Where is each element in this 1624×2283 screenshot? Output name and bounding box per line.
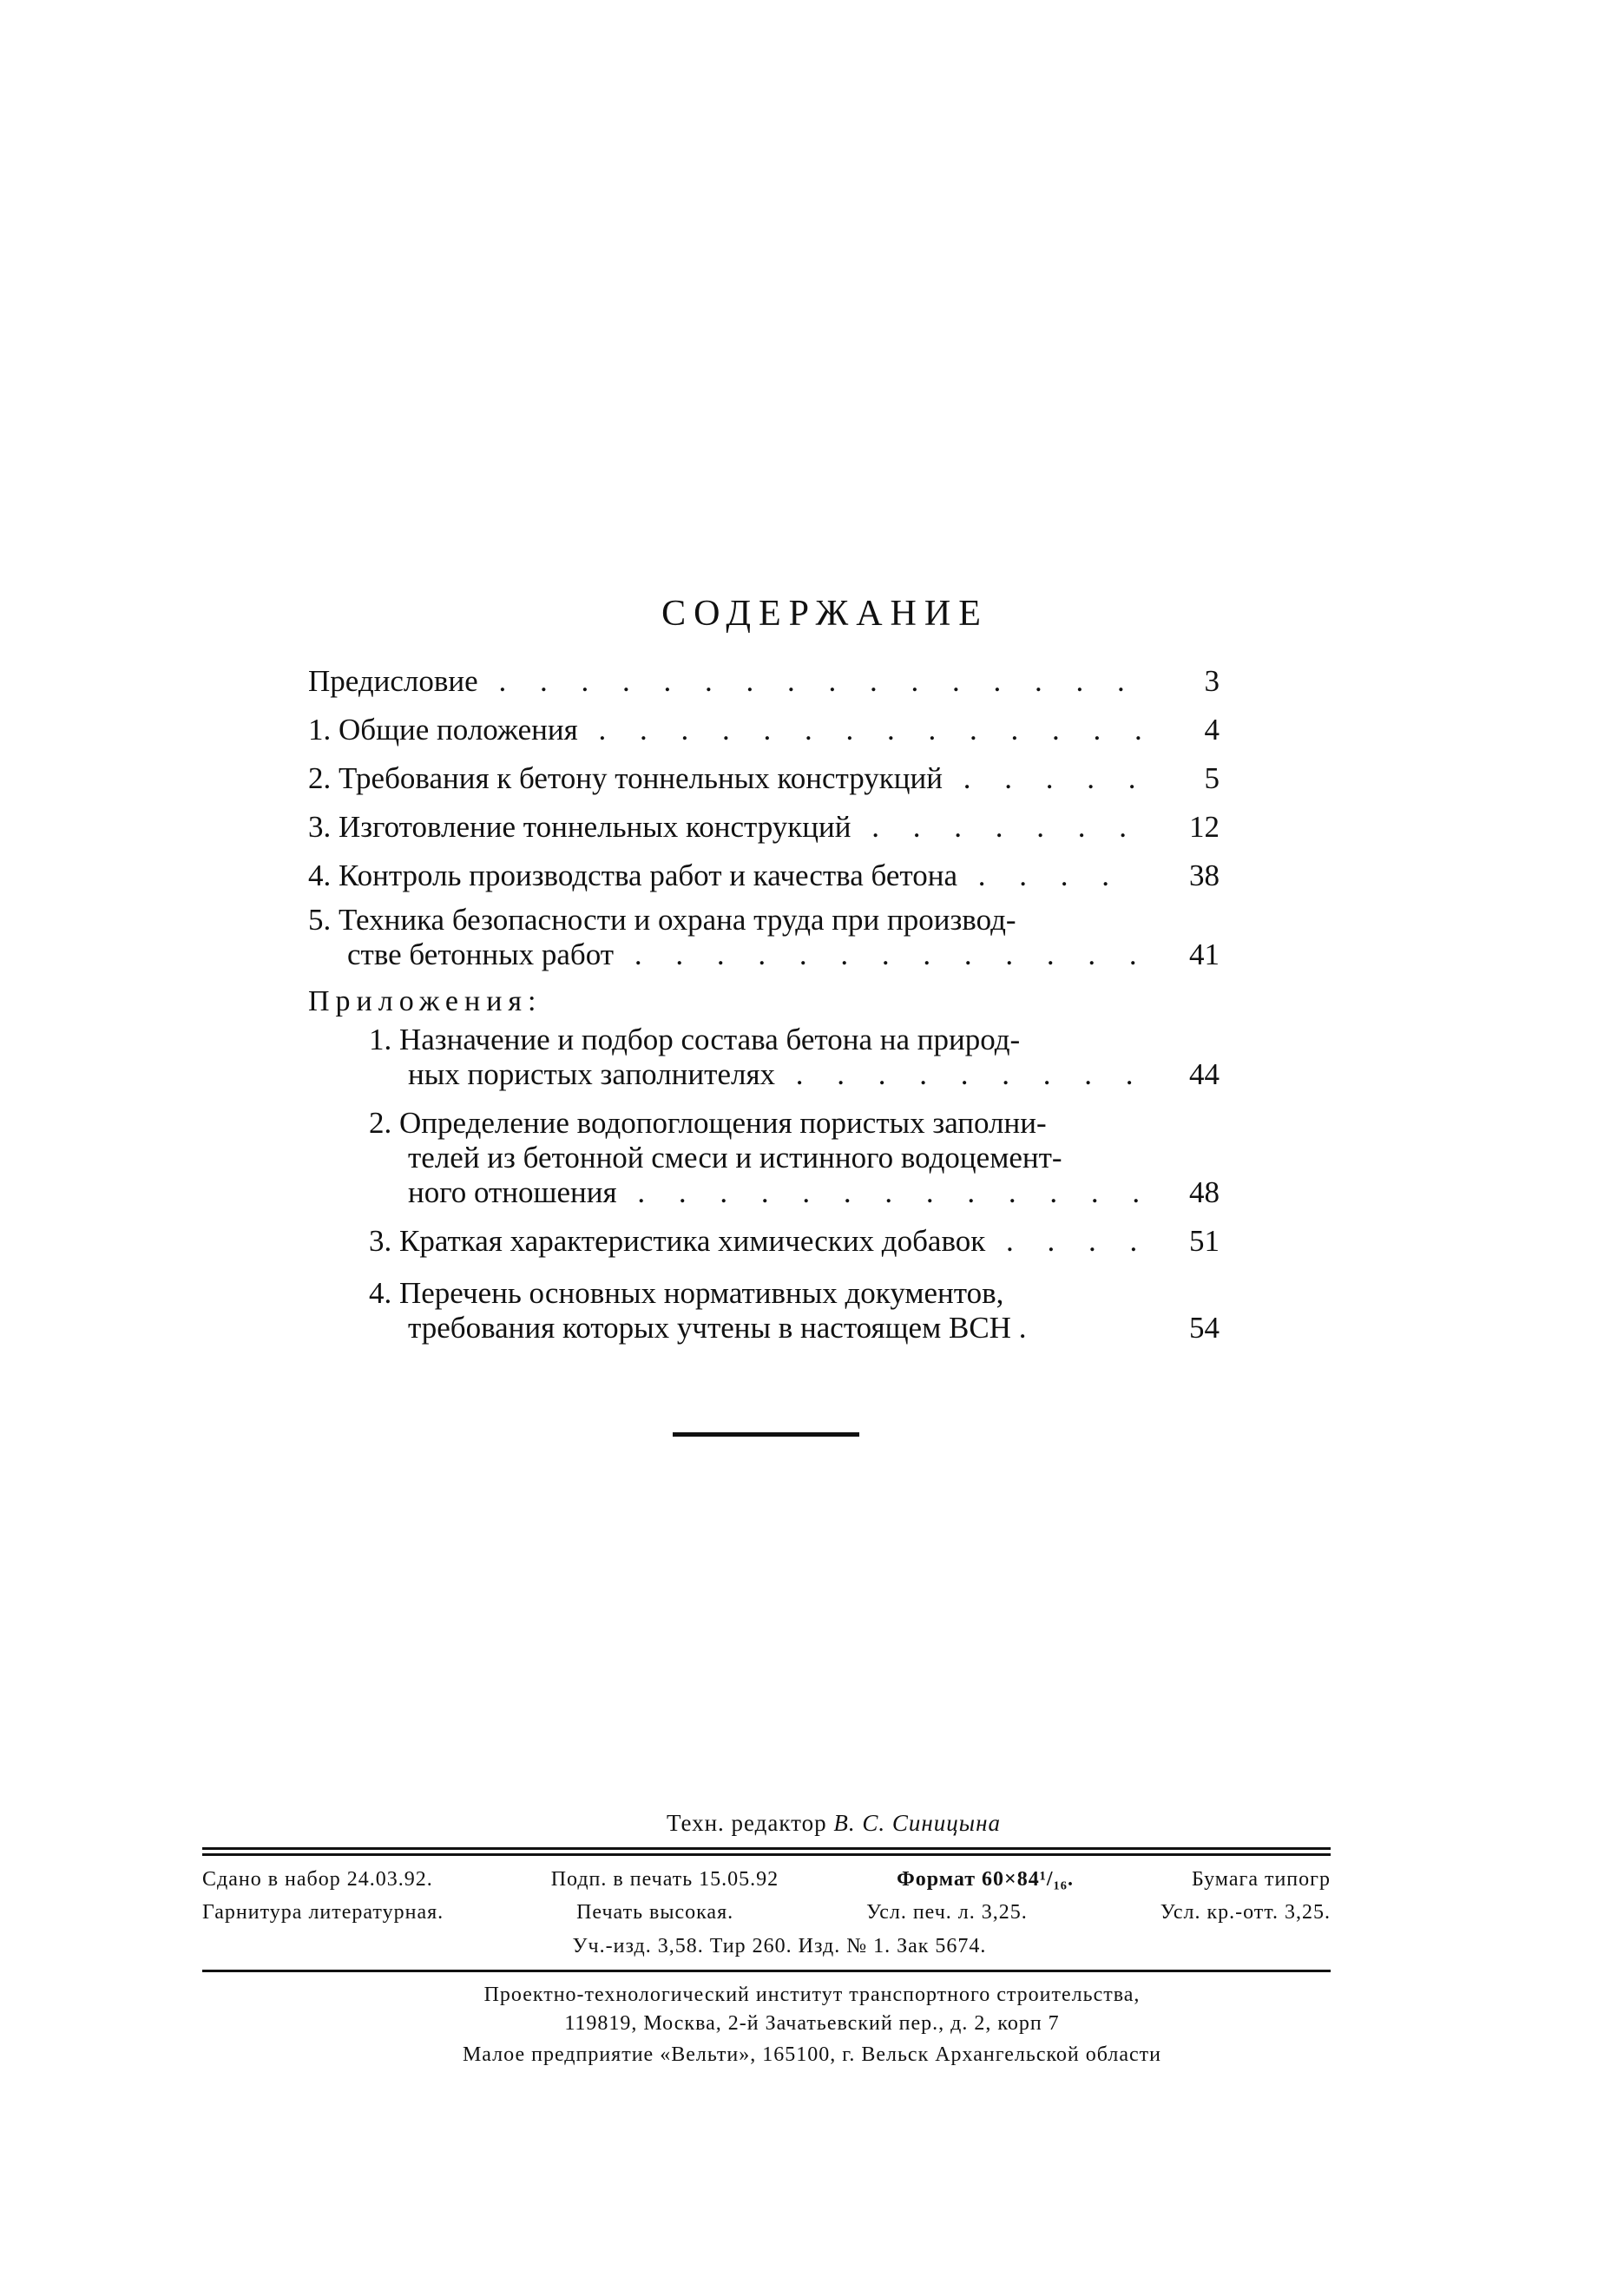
- toc-entry-label: 4. Контроль производства работ и качества бетона . . .: [308, 854, 1141, 898]
- tech-editor-label: Техн. редактор: [667, 1810, 827, 1836]
- toc-entry-section-5[interactable]: [308, 903, 1220, 974]
- section-divider: [673, 1432, 859, 1437]
- toc-entry-label: 1. Общие положения . . .: [308, 708, 1141, 752]
- toc-entry-label: Предисловие . . .: [308, 660, 1141, 703]
- colophon-impressions: Усл. кр.-отт. 3,25.: [1160, 1901, 1331, 1924]
- toc-entry-appendix-3[interactable]: [369, 1224, 1220, 1260]
- colophon-double-rule: [202, 1847, 1331, 1856]
- colophon-line-1: [202, 1868, 1331, 1892]
- colophon-sheets: Усл. печ. л. 3,25.: [866, 1901, 1028, 1924]
- toc-entry-section-2[interactable]: [308, 757, 1220, 806]
- toc-entry-page: 41: [1189, 938, 1220, 971]
- colophon-rule: [202, 1970, 1331, 1972]
- toc-entry-page: 4: [1204, 713, 1220, 747]
- toc-entry-section-1[interactable]: [308, 708, 1220, 757]
- publisher-line-1: Проектно-технологический институт транспортного строительства,: [483, 1984, 1141, 2006]
- toc-entry-appendix-4[interactable]: [369, 1276, 1220, 1347]
- toc-entry-label-line: ного отношения . . .: [408, 1175, 1141, 1212]
- toc-entry-label-line: телей из бетонной смеси и истинного водоцемент-: [408, 1141, 1062, 1174]
- toc-entry-label: 3. Изготовление тоннельных конструкций . . .: [308, 806, 1141, 849]
- colophon-paper: Бумага типогр: [1191, 1868, 1331, 1891]
- colophon-typeset-date: Сдано в набор 24.03.92.: [202, 1868, 433, 1891]
- colophon-print-date: Подп. в печать 15.05.92: [550, 1868, 779, 1891]
- toc-entry-label-line: ных пористых заполнителях . . .: [408, 1057, 1141, 1094]
- toc-entry-label-line: 2. Определение водопоглощения пористых заполни-: [369, 1106, 1047, 1140]
- toc-entry-page: 3: [1204, 664, 1220, 698]
- toc-entry-page: 12: [1189, 810, 1220, 844]
- toc-entry-label-line: 1. Назначение и подбор состава бетона на природ-: [369, 1023, 1021, 1056]
- colophon-format: Формат 60×84¹/₁₆.: [897, 1868, 1074, 1891]
- appendices-heading: Приложения:: [308, 985, 542, 1017]
- toc-entry-page: 38: [1189, 859, 1220, 892]
- toc-entry-page: 5: [1204, 761, 1220, 795]
- toc-entry-label: 2. Требования к бетону тоннельных конструкций . . .: [308, 757, 1141, 800]
- toc-entry-page: 51: [1189, 1224, 1220, 1258]
- tech-editor-name: В. С. Синицына: [833, 1810, 1001, 1836]
- toc-entry-section-4[interactable]: [308, 854, 1220, 903]
- contents-title: СОДЕРЖАНИЕ: [661, 594, 989, 634]
- colophon-line-2: [202, 1901, 1331, 1924]
- toc-entry-label-line: стве бетонных работ . . .: [347, 938, 1141, 974]
- toc-entry-label-line: требования которых учтены в настоящем ВСН .: [408, 1311, 1027, 1345]
- toc-entry-page: 44: [1189, 1057, 1220, 1091]
- colophon-printing: Печать высокая.: [576, 1901, 734, 1924]
- toc-entry-label-line: 4. Перечень основных нормативных документов,: [369, 1276, 1004, 1310]
- publisher-line-2: 119819, Москва, 2-й Зачатьевский пер., д. 2, корп 7: [564, 2012, 1060, 2035]
- toc-entry-preface[interactable]: [308, 660, 1220, 708]
- tech-editor-line: [22, 1810, 1624, 1837]
- toc-entry-label-line: 5. Техника безопасности и охрана труда при производ-: [308, 903, 1016, 937]
- colophon-typeface: Гарнитура литературная.: [202, 1901, 444, 1924]
- toc-entry-page: 54: [1189, 1311, 1220, 1345]
- toc-entry-appendix-1[interactable]: [369, 1023, 1220, 1094]
- colophon-line-3: Уч.-изд. 3,58. Тир 260. Изд. № 1. Зак 5674.: [572, 1935, 987, 1957]
- toc-entry-label-line: 3. Краткая характеристика химических добавок . . .: [369, 1224, 1141, 1260]
- toc-entry-page: 48: [1189, 1175, 1220, 1209]
- toc-entry-section-3[interactable]: [308, 806, 1220, 854]
- publisher-line-3: Малое предприятие «Вельти», 165100, г. Вельск Архангельской области: [462, 2043, 1162, 2066]
- toc-entry-appendix-2[interactable]: [369, 1106, 1220, 1212]
- table-of-contents: [308, 660, 1220, 1347]
